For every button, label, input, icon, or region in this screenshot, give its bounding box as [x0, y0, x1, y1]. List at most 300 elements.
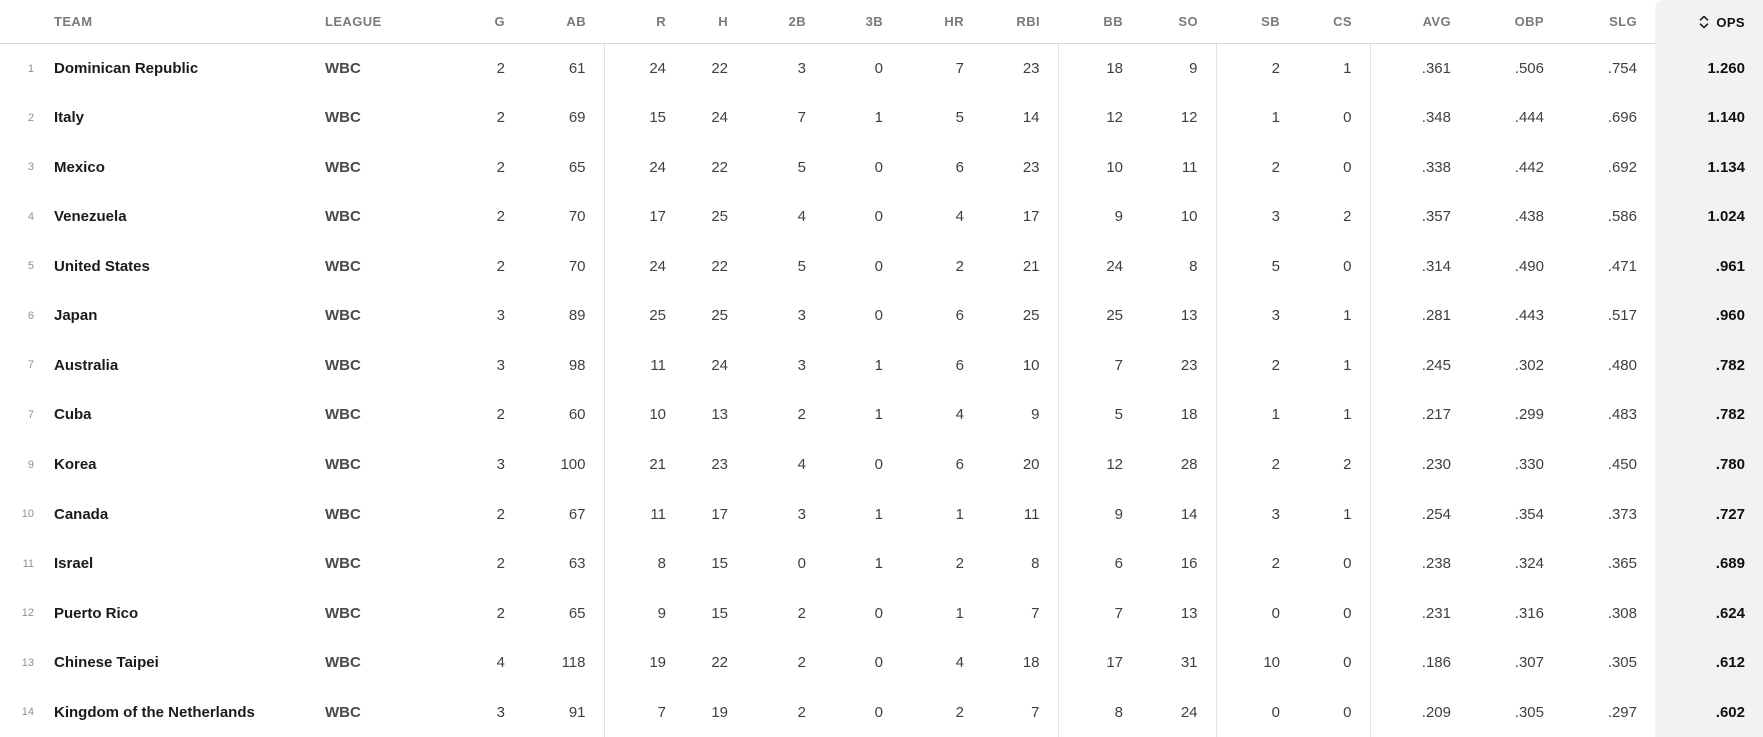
cell-slg: .483: [1607, 406, 1637, 424]
cell-bb: 18: [1058, 44, 1141, 94]
cell-h: 15: [711, 555, 728, 573]
cell-ab: 100: [560, 456, 586, 474]
cell-avg: .217: [1370, 390, 1469, 440]
column-header-bb[interactable]: BB: [1058, 0, 1141, 44]
cell-rbi: 18: [1022, 654, 1040, 672]
rank-cell: 5: [27, 260, 34, 273]
cell-r: 17: [604, 192, 684, 242]
rank-cell: 11: [22, 557, 34, 570]
rank-cell: 7: [27, 408, 34, 421]
cell-h: 25: [711, 208, 728, 226]
cell-g: 4: [496, 654, 505, 672]
cell-ops: .780: [1655, 440, 1763, 490]
cell-ab: 70: [568, 208, 586, 226]
cell-g: 2: [496, 406, 505, 424]
cell-avg: .281: [1370, 291, 1469, 341]
cell-bb: 25: [1058, 291, 1141, 341]
cell-r: 8: [604, 539, 684, 589]
cell-rbi: 9: [1031, 406, 1040, 424]
team-name-link[interactable]: Canada: [54, 505, 109, 523]
cell-slg: .305: [1607, 654, 1637, 672]
cell-2b: 5: [797, 257, 806, 275]
cell-sb: 0: [1216, 588, 1298, 638]
cell-g: 3: [496, 356, 505, 374]
cell-so: 18: [1180, 406, 1198, 424]
cell-hr: 2: [955, 703, 964, 721]
cell-hr: 4: [955, 654, 964, 672]
cell-cs: 2: [1343, 456, 1352, 474]
cell-league: WBC: [325, 208, 361, 226]
cell-2b: 2: [797, 654, 806, 672]
cell-so: 23: [1180, 356, 1198, 374]
cell-rbi: 20: [1022, 456, 1040, 474]
team-row: [0, 192, 1763, 242]
cell-ops: .727: [1655, 489, 1763, 539]
cell-r: 11: [604, 489, 684, 539]
cell-ab: 67: [568, 505, 586, 523]
cell-2b: 3: [797, 505, 806, 523]
cell-ab: 69: [568, 109, 586, 127]
cell-rbi: 7: [1031, 604, 1040, 622]
cell-so: 14: [1180, 505, 1198, 523]
cell-ops: .782: [1655, 341, 1763, 391]
cell-3b: 1: [874, 555, 883, 573]
cell-so: 16: [1180, 555, 1198, 573]
column-header-2b[interactable]: 2B: [746, 0, 824, 44]
team-row: [0, 143, 1763, 193]
cell-rbi: 8: [1031, 555, 1040, 573]
rank-cell: 6: [27, 309, 34, 322]
stats-table-header: [0, 0, 1763, 44]
cell-bb: 24: [1058, 242, 1141, 292]
team-name-link[interactable]: Chinese Taipei: [54, 654, 159, 672]
cell-h: 23: [711, 456, 728, 474]
cell-2b: 2: [797, 406, 806, 424]
cell-slg: .692: [1607, 158, 1637, 176]
cell-2b: 3: [797, 60, 806, 78]
cell-ops: 1.260: [1655, 44, 1763, 94]
cell-cs: 0: [1343, 158, 1352, 176]
team-name-link[interactable]: Puerto Rico: [54, 604, 139, 622]
cell-2b: 4: [797, 456, 806, 474]
cell-ab: 60: [568, 406, 586, 424]
cell-slg: .754: [1607, 60, 1637, 78]
cell-slg: .450: [1607, 456, 1637, 474]
cell-cs: 1: [1343, 307, 1352, 325]
cell-rbi: 23: [1022, 158, 1040, 176]
cell-obp: .330: [1514, 456, 1544, 474]
cell-league: WBC: [325, 406, 361, 424]
cell-cs: 1: [1343, 60, 1352, 78]
cell-avg: .314: [1370, 242, 1469, 292]
cell-cs: 0: [1343, 257, 1352, 275]
cell-hr: 6: [955, 307, 964, 325]
cell-ops: .612: [1655, 638, 1763, 688]
cell-league: WBC: [325, 158, 361, 176]
cell-league: WBC: [325, 604, 361, 622]
cell-slg: .480: [1607, 356, 1637, 374]
cell-slg: .471: [1607, 257, 1637, 275]
cell-ops: 1.134: [1655, 143, 1763, 193]
cell-avg: .348: [1370, 93, 1469, 143]
cell-r: 19: [604, 638, 684, 688]
cell-bb: 9: [1058, 192, 1141, 242]
cell-r: 24: [604, 143, 684, 193]
column-header-cs[interactable]: CS: [1298, 0, 1370, 44]
cell-r: 24: [604, 44, 684, 94]
cell-bb: 17: [1058, 638, 1141, 688]
cell-league: WBC: [325, 109, 361, 127]
cell-hr: 6: [955, 356, 964, 374]
rank-cell: 7: [27, 359, 34, 372]
cell-so: 10: [1180, 208, 1198, 226]
cell-hr: 6: [955, 456, 964, 474]
column-header-r[interactable]: R: [604, 0, 684, 44]
cell-h: 22: [711, 257, 728, 275]
cell-r: 15: [604, 93, 684, 143]
cell-ops: 1.024: [1655, 192, 1763, 242]
cell-bb: 10: [1058, 143, 1141, 193]
cell-3b: 0: [874, 703, 883, 721]
cell-h: 17: [711, 505, 728, 523]
cell-cs: 1: [1343, 356, 1352, 374]
cell-obp: .316: [1514, 604, 1544, 622]
cell-slg: .373: [1607, 505, 1637, 523]
team-row: [0, 93, 1763, 143]
cell-league: WBC: [325, 307, 361, 325]
cell-sb: 1: [1216, 93, 1298, 143]
rank-cell: 1: [27, 62, 34, 75]
header-row: [0, 0, 1763, 44]
cell-obp: .305: [1514, 703, 1544, 721]
cell-3b: 0: [874, 604, 883, 622]
cell-rbi: 17: [1022, 208, 1040, 226]
cell-ops: .961: [1655, 242, 1763, 292]
rank-cell: 3: [27, 161, 34, 174]
column-header-so[interactable]: SO: [1141, 0, 1216, 44]
cell-avg: .357: [1370, 192, 1469, 242]
team-row: [0, 44, 1763, 94]
cell-sb: 2: [1216, 341, 1298, 391]
team-name-link[interactable]: Kingdom of the Netherlands: [54, 703, 255, 721]
cell-r: 9: [604, 588, 684, 638]
cell-cs: 0: [1343, 654, 1352, 672]
cell-h: 24: [711, 356, 728, 374]
team-row: [0, 291, 1763, 341]
column-header-ops[interactable]: [1655, 0, 1763, 44]
cell-2b: 3: [797, 356, 806, 374]
cell-2b: 3: [797, 307, 806, 325]
cell-ops: 1.140: [1655, 93, 1763, 143]
cell-hr: 2: [955, 257, 964, 275]
column-header-sb[interactable]: SB: [1216, 0, 1298, 44]
cell-ab: 91: [568, 703, 586, 721]
cell-g: 2: [496, 109, 505, 127]
cell-g: 2: [496, 555, 505, 573]
cell-2b: 7: [797, 109, 806, 127]
cell-r: 25: [604, 291, 684, 341]
cell-3b: 1: [874, 505, 883, 523]
cell-ops: .602: [1655, 687, 1763, 737]
cell-h: 19: [711, 703, 728, 721]
cell-bb: 12: [1058, 440, 1141, 490]
rank-cell: 12: [21, 607, 34, 620]
cell-rbi: 7: [1031, 703, 1040, 721]
team-name-link[interactable]: Australia: [54, 356, 119, 374]
team-name-link[interactable]: Italy: [54, 109, 85, 127]
cell-sb: 2: [1216, 143, 1298, 193]
cell-ops: .689: [1655, 539, 1763, 589]
cell-ab: 70: [568, 257, 586, 275]
column-header-league[interactable]: LEAGUE: [300, 0, 455, 44]
column-header-hr[interactable]: HR: [901, 0, 982, 44]
cell-3b: 0: [874, 307, 883, 325]
cell-3b: 0: [874, 257, 883, 275]
cell-league: WBC: [325, 654, 361, 672]
cell-hr: 4: [955, 208, 964, 226]
column-header-rbi[interactable]: RBI: [982, 0, 1058, 44]
team-row: [0, 539, 1763, 589]
cell-hr: 5: [955, 109, 964, 127]
cell-r: 11: [604, 341, 684, 391]
stats-table-body: [0, 44, 1763, 737]
cell-h: 22: [711, 158, 728, 176]
cell-so: 9: [1189, 60, 1198, 78]
sort-carets-icon: [1699, 15, 1709, 29]
cell-rbi: 14: [1022, 109, 1040, 127]
cell-g: 2: [496, 208, 505, 226]
cell-3b: 0: [874, 654, 883, 672]
cell-ops: .624: [1655, 588, 1763, 638]
cell-avg: .254: [1370, 489, 1469, 539]
cell-slg: .517: [1607, 307, 1637, 325]
cell-obp: .354: [1514, 505, 1544, 523]
cell-bb: 7: [1058, 341, 1141, 391]
cell-r: 10: [604, 390, 684, 440]
cell-sb: 3: [1216, 192, 1298, 242]
cell-ab: 61: [568, 60, 586, 78]
cell-league: WBC: [325, 456, 361, 474]
cell-avg: .338: [1370, 143, 1469, 193]
cell-cs: 0: [1343, 604, 1352, 622]
team-row: [0, 489, 1763, 539]
cell-obp: .299: [1514, 406, 1544, 424]
cell-rbi: 25: [1022, 307, 1040, 325]
cell-sb: 0: [1216, 687, 1298, 737]
team-row: [0, 390, 1763, 440]
cell-bb: 9: [1058, 489, 1141, 539]
cell-g: 3: [496, 703, 505, 721]
cell-sb: 10: [1216, 638, 1298, 688]
cell-cs: 0: [1343, 555, 1352, 573]
team-row: [0, 341, 1763, 391]
cell-ab: 89: [568, 307, 586, 325]
column-header-avg[interactable]: AVG: [1370, 0, 1469, 44]
cell-sb: 2: [1216, 539, 1298, 589]
cell-cs: 0: [1343, 109, 1352, 127]
cell-sb: 2: [1216, 440, 1298, 490]
cell-bb: 6: [1058, 539, 1141, 589]
cell-league: WBC: [325, 555, 361, 573]
team-row: [0, 440, 1763, 490]
cell-so: 11: [1181, 158, 1198, 176]
cell-ab: 63: [568, 555, 586, 573]
cell-slg: .308: [1607, 604, 1637, 622]
cell-hr: 4: [955, 406, 964, 424]
cell-avg: .209: [1370, 687, 1469, 737]
team-row: [0, 588, 1763, 638]
cell-rbi: 23: [1022, 60, 1040, 78]
cell-avg: .230: [1370, 440, 1469, 490]
cell-3b: 1: [874, 356, 883, 374]
cell-g: 2: [496, 257, 505, 275]
cell-3b: 0: [874, 456, 883, 474]
cell-g: 2: [496, 505, 505, 523]
column-header-rank[interactable]: [0, 0, 40, 44]
cell-avg: .245: [1370, 341, 1469, 391]
cell-sb: 5: [1216, 242, 1298, 292]
cell-rbi: 21: [1022, 257, 1040, 275]
rank-cell: 2: [27, 111, 34, 124]
cell-slg: .696: [1607, 109, 1637, 127]
cell-h: 22: [711, 60, 728, 78]
cell-r: 21: [604, 440, 684, 490]
cell-h: 15: [711, 604, 728, 622]
column-header-3b[interactable]: 3B: [824, 0, 901, 44]
cell-ops: .782: [1655, 390, 1763, 440]
cell-g: 2: [496, 60, 505, 78]
cell-hr: 6: [955, 158, 964, 176]
cell-obp: .506: [1514, 60, 1544, 78]
cell-ab: 98: [568, 356, 586, 374]
cell-g: 2: [496, 158, 505, 176]
cell-league: WBC: [325, 60, 361, 78]
cell-2b: 2: [797, 604, 806, 622]
cell-cs: 0: [1343, 703, 1352, 721]
cell-hr: 2: [955, 555, 964, 573]
cell-so: 13: [1180, 604, 1198, 622]
cell-2b: 5: [797, 158, 806, 176]
cell-obp: .490: [1514, 257, 1544, 275]
team-name-link[interactable]: Venezuela: [54, 208, 127, 226]
cell-3b: 0: [874, 158, 883, 176]
cell-slg: .365: [1607, 555, 1637, 573]
cell-cs: 1: [1343, 505, 1352, 523]
cell-2b: 4: [797, 208, 806, 226]
cell-obp: .438: [1514, 208, 1544, 226]
cell-ab: 65: [568, 158, 586, 176]
cell-slg: .586: [1607, 208, 1637, 226]
cell-3b: 0: [874, 60, 883, 78]
cell-so: 24: [1180, 703, 1198, 721]
cell-hr: 7: [955, 60, 964, 78]
cell-h: 24: [711, 109, 728, 127]
team-name-link[interactable]: Cuba: [54, 406, 92, 424]
cell-so: 13: [1180, 307, 1198, 325]
cell-avg: .186: [1370, 638, 1469, 688]
column-header-label: OPS: [1716, 15, 1745, 31]
cell-obp: .443: [1514, 307, 1544, 325]
cell-sb: 1: [1216, 390, 1298, 440]
team-row: [0, 687, 1763, 737]
cell-sb: 3: [1216, 489, 1298, 539]
cell-obp: .307: [1514, 654, 1544, 672]
rank-cell: 14: [21, 706, 34, 719]
cell-league: WBC: [325, 703, 361, 721]
cell-3b: 1: [874, 109, 883, 127]
cell-rbi: 11: [1023, 505, 1040, 523]
cell-r: 24: [604, 242, 684, 292]
cell-h: 13: [711, 406, 728, 424]
cell-slg: .297: [1607, 703, 1637, 721]
cell-league: WBC: [325, 356, 361, 374]
team-name-link[interactable]: Korea: [54, 456, 97, 474]
cell-g: 3: [496, 307, 505, 325]
cell-so: 28: [1180, 456, 1198, 474]
cell-g: 2: [496, 604, 505, 622]
cell-hr: 1: [955, 604, 964, 622]
cell-cs: 2: [1343, 208, 1352, 226]
cell-so: 31: [1180, 654, 1198, 672]
cell-2b: 2: [797, 703, 806, 721]
column-header-ab[interactable]: AB: [523, 0, 604, 44]
team-name-link[interactable]: Japan: [54, 307, 98, 325]
column-header-obp[interactable]: OBP: [1469, 0, 1562, 44]
cell-obp: .324: [1514, 555, 1544, 573]
cell-sb: 2: [1216, 44, 1298, 94]
cell-obp: .444: [1514, 109, 1544, 127]
cell-ab: 118: [561, 654, 586, 672]
cell-bb: 12: [1058, 93, 1141, 143]
cell-bb: 8: [1058, 687, 1141, 737]
team-name-link[interactable]: Dominican Republic: [54, 60, 199, 78]
cell-r: 7: [604, 687, 684, 737]
cell-cs: 1: [1343, 406, 1352, 424]
cell-league: WBC: [325, 505, 361, 523]
rank-cell: 4: [27, 210, 34, 223]
cell-avg: .361: [1370, 44, 1469, 94]
rank-cell: 10: [21, 508, 34, 521]
cell-hr: 1: [955, 505, 964, 523]
column-header-g[interactable]: G: [455, 0, 523, 44]
column-header-team[interactable]: TEAM: [40, 0, 300, 44]
rank-cell: 13: [21, 656, 34, 669]
cell-bb: 5: [1058, 390, 1141, 440]
cell-so: 8: [1189, 257, 1198, 275]
cell-h: 22: [711, 654, 728, 672]
cell-rbi: 10: [1022, 356, 1040, 374]
cell-bb: 7: [1058, 588, 1141, 638]
column-header-h[interactable]: H: [684, 0, 746, 44]
cell-2b: 0: [797, 555, 806, 573]
cell-obp: .302: [1514, 356, 1544, 374]
cell-3b: 0: [874, 208, 883, 226]
team-name-link[interactable]: United States: [54, 257, 150, 275]
cell-league: WBC: [325, 257, 361, 275]
column-header-slg[interactable]: SLG: [1562, 0, 1655, 44]
cell-avg: .231: [1370, 588, 1469, 638]
cell-g: 3: [496, 456, 505, 474]
cell-ops: .960: [1655, 291, 1763, 341]
cell-obp: .442: [1514, 158, 1544, 176]
cell-avg: .238: [1370, 539, 1469, 589]
team-name-link[interactable]: Israel: [54, 555, 94, 573]
cell-sb: 3: [1216, 291, 1298, 341]
team-row: [0, 638, 1763, 688]
rank-cell: 9: [27, 458, 34, 471]
team-name-link[interactable]: Mexico: [54, 158, 105, 176]
cell-h: 25: [711, 307, 728, 325]
